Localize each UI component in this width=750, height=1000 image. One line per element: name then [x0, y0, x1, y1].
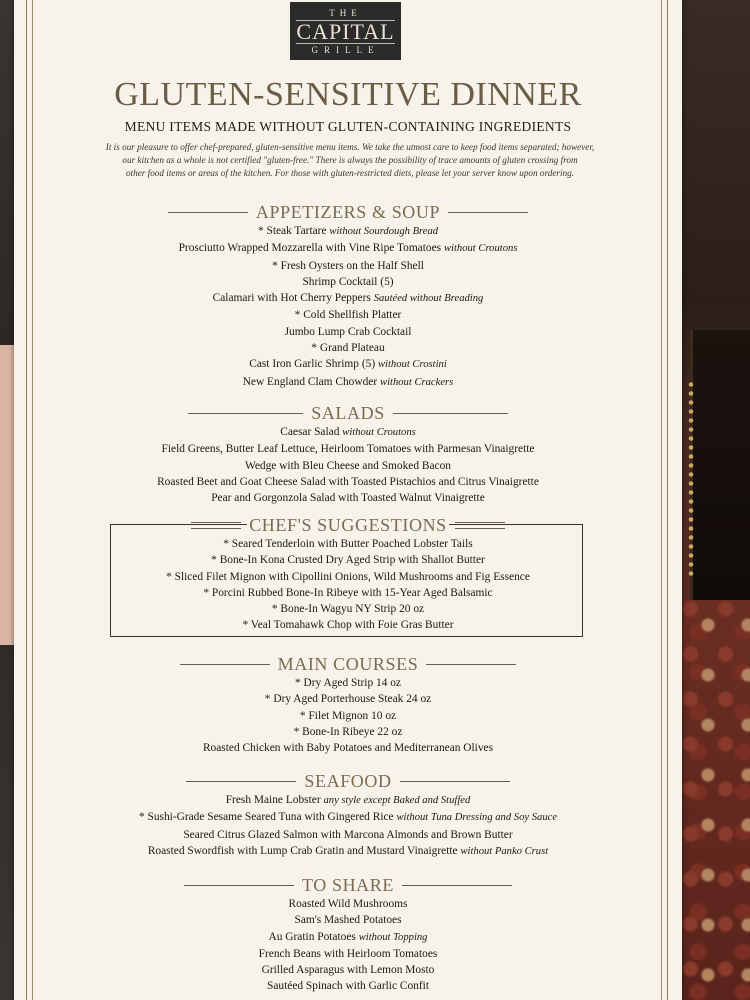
menu-item-name: Field Greens, Butter Leaf Lettuce, Heirloom Tomatoes with Parmesan Vinaigrette [161, 443, 535, 456]
menu-item [14, 474, 682, 490]
menu-item-name: Sautéed Spinach with Garlic Confit [267, 980, 429, 993]
menu-item [14, 724, 682, 740]
heading-rule [180, 664, 270, 665]
menu-item [14, 424, 682, 441]
menu-item-note: without Croutons [342, 427, 416, 438]
logo-grille: GRILLE [311, 45, 380, 55]
logo-the: THE [329, 8, 362, 18]
menu-item-name: * Filet Mignon 10 oz [299, 709, 397, 722]
menu-item-name: Roasted Beet and Goat Cheese Salad with Toasted Pistachios and Citrus Vinaigrette [157, 475, 539, 488]
heading-rule [184, 885, 294, 886]
item-list [14, 536, 682, 634]
section-heading [14, 653, 682, 675]
item-list [14, 223, 682, 391]
menu-item-name: Roasted Swordfish with Lump Crab Gratin and Mustard Vinaigrette [147, 844, 458, 857]
section-heading [14, 770, 682, 792]
menu-item [14, 223, 682, 240]
section-main-courses [14, 653, 682, 756]
menu-item [14, 441, 682, 457]
section-heading [14, 874, 682, 896]
leather-chair [690, 330, 750, 630]
menu-item-name: Jumbo Lump Crab Cocktail [284, 325, 412, 338]
menu-item [14, 458, 682, 474]
item-list [14, 424, 682, 506]
menu-item-name: * Dry Aged Strip 14 oz [295, 677, 401, 689]
menu-item-note: without Sourdough Bread [329, 226, 439, 237]
menu-item [14, 827, 682, 843]
intro-line: other food items or areas of the kitchen. For those with gluten-restricted diets, please let your server know upon ordering. [125, 168, 575, 178]
menu-item [14, 490, 682, 506]
heading-double-rule [191, 522, 241, 529]
menu-item-name: Roasted Chicken with Baby Potatoes and Mediterranean Olives [202, 742, 494, 755]
menu-item [14, 896, 682, 912]
menu-item [14, 601, 682, 617]
item-list [14, 675, 682, 756]
menu-item [14, 240, 682, 257]
menu-item [14, 290, 682, 307]
menu-item-name: Calamari with Hot Cherry Peppers [212, 292, 371, 305]
heading-rule [402, 885, 512, 886]
section-heading [14, 514, 682, 536]
menu-item [14, 929, 682, 946]
menu-item [14, 946, 682, 962]
menu-item [14, 585, 682, 601]
menu-item [14, 374, 682, 391]
menu-item [14, 740, 682, 756]
menu-item [14, 912, 682, 928]
logo-capital: CAPITAL [296, 19, 395, 44]
intro-paragraph [72, 141, 628, 180]
section-title: TO SHARE [302, 874, 394, 895]
menu-item-name: Prosciutto Wrapped Mozzarella with Vine Ripe Tomatoes [178, 242, 442, 255]
menu-item-name: * Bone-In Wagyu NY Strip 20 oz [271, 603, 425, 616]
menu-item [14, 340, 682, 356]
menu-subtitle: MENU ITEMS MADE WITHOUT GLUTEN-CONTAINING INGREDIENTS [124, 119, 572, 134]
heading-rule [168, 212, 248, 213]
menu-item [14, 843, 682, 860]
heading-rule [188, 413, 303, 414]
menu-item-note: without Croutons [443, 243, 518, 255]
menu-item-note: without Crostini [377, 359, 447, 371]
menu-item-name: Shrimp Cocktail (5) [302, 275, 394, 288]
section-title: SALADS [311, 402, 385, 423]
menu-item-name: * Fresh Oysters on the Half Shell [272, 259, 424, 272]
menu-item-name: Roasted Wild Mushrooms [288, 898, 408, 910]
capital-grille-logo [290, 2, 401, 60]
menu-item-name: * Grand Plateau [311, 342, 385, 355]
menu-item-name: Grilled Asparagus with Lemon Mosto [261, 964, 435, 977]
menu-item-name: * Steak Tartare [257, 225, 327, 237]
menu-item-name: * Sushi-Grade Sesame Seared Tuna with Gingered Rice [138, 811, 394, 824]
section-heading [14, 201, 682, 223]
menu-title: GLUTEN-SENSITIVE DINNER [114, 76, 582, 113]
menu-item-name: * Porcini Rubbed Bone-In Ribeye with 15-Year Aged Balsamic [203, 586, 493, 599]
menu-item-name: New England Clam Chowder [242, 375, 378, 388]
menu-item-name: * Cold Shellfish Platter [294, 309, 402, 322]
menu-item-name: * Bone-In Ribeye 22 oz [293, 725, 403, 738]
section-seafood [14, 770, 682, 860]
menu-item [14, 691, 682, 707]
menu-item-name: Pear and Gorgonzola Salad with Toasted Walnut Vinaigrette [211, 492, 485, 505]
menu-item-note: without Panko Crust [460, 845, 549, 857]
chair-nailhead-trim [688, 380, 694, 580]
section-title: MAIN COURSES [277, 653, 419, 674]
menu-item [14, 356, 682, 373]
heading-rule [393, 413, 508, 414]
patterned-carpet [680, 600, 750, 1000]
menu-item-note: without Crackers [380, 376, 454, 388]
menu-item [14, 536, 682, 552]
section-heading [14, 402, 682, 424]
menu-item [14, 617, 682, 633]
menu-item-name: Au Gratin Potatoes [268, 930, 356, 943]
menu-item-note: Sautéed without Breading [373, 293, 484, 305]
menu-item [14, 569, 682, 585]
menu-item-name: Cast Iron Garlic Shrimp (5) [249, 358, 376, 371]
menu-item [14, 708, 682, 724]
section-title: CHEF'S SUGGESTIONS [249, 514, 447, 535]
menu-item [14, 809, 682, 826]
section-title: SEAFOOD [304, 770, 392, 791]
menu-item-name: * Bone-In Kona Crusted Dry Aged Strip with Shallot Butter [211, 554, 485, 567]
section-chefs-suggestions [14, 514, 682, 634]
item-list [14, 792, 682, 860]
menu-item-note: without Topping [358, 931, 428, 943]
menu-item-name: Wedge with Bleu Cheese and Smoked Bacon [245, 459, 451, 472]
menu-item-name: Sam's Mashed Potatoes [294, 914, 402, 927]
menu-item-note: without Tuna Dressing and Soy Sauce [396, 812, 558, 824]
menu-card [14, 0, 682, 1000]
section-salads [14, 402, 682, 506]
section-appetizers [14, 201, 682, 391]
menu-item [14, 258, 682, 274]
menu-item-name: * Sliced Filet Mignon with Cipollini Onions, Wild Mushrooms and Fig Essence [166, 570, 530, 583]
intro-line: It is our pleasure to offer chef-prepared, gluten-sensitive menu items. We take the utmost care to keep food items separated; however, [105, 142, 595, 152]
menu-item [14, 962, 682, 978]
item-list [14, 896, 682, 995]
menu-item [14, 792, 682, 809]
menu-item-name: * Seared Tenderloin with Butter Poached Lobster Tails [223, 538, 473, 550]
menu-item-name: * Veal Tomahawk Chop with Foie Gras Butter [242, 619, 454, 632]
section-to-share [14, 874, 682, 995]
menu-item [14, 274, 682, 290]
heading-rule [186, 781, 296, 782]
menu-item [14, 675, 682, 691]
intro-line: our kitchen as a whole is not certified "gluten-free." There is always the possibility of trace amounts of gluten crossing from [122, 155, 578, 165]
menu-item [14, 552, 682, 568]
menu-item [14, 307, 682, 323]
heading-double-rule [455, 522, 505, 529]
menu-item-name: * Dry Aged Porterhouse Steak 24 oz [264, 693, 432, 706]
menu-item-name: Fresh Maine Lobster [225, 794, 321, 806]
menu-item-name: Caesar Salad [280, 426, 340, 438]
section-title: APPETIZERS & SOUP [255, 201, 441, 222]
heading-rule [448, 212, 528, 213]
heading-rule [426, 664, 516, 665]
heading-rule [400, 781, 510, 782]
menu-item-name: Seared Citrus Glazed Salmon with Marcona Almonds and Brown Butter [183, 828, 513, 841]
menu-item-name: French Beans with Heirloom Tomatoes [258, 947, 438, 960]
menu-item-note: any style except Baked and Stuffed [323, 795, 471, 806]
menu-item [14, 324, 682, 340]
menu-item [14, 978, 682, 994]
